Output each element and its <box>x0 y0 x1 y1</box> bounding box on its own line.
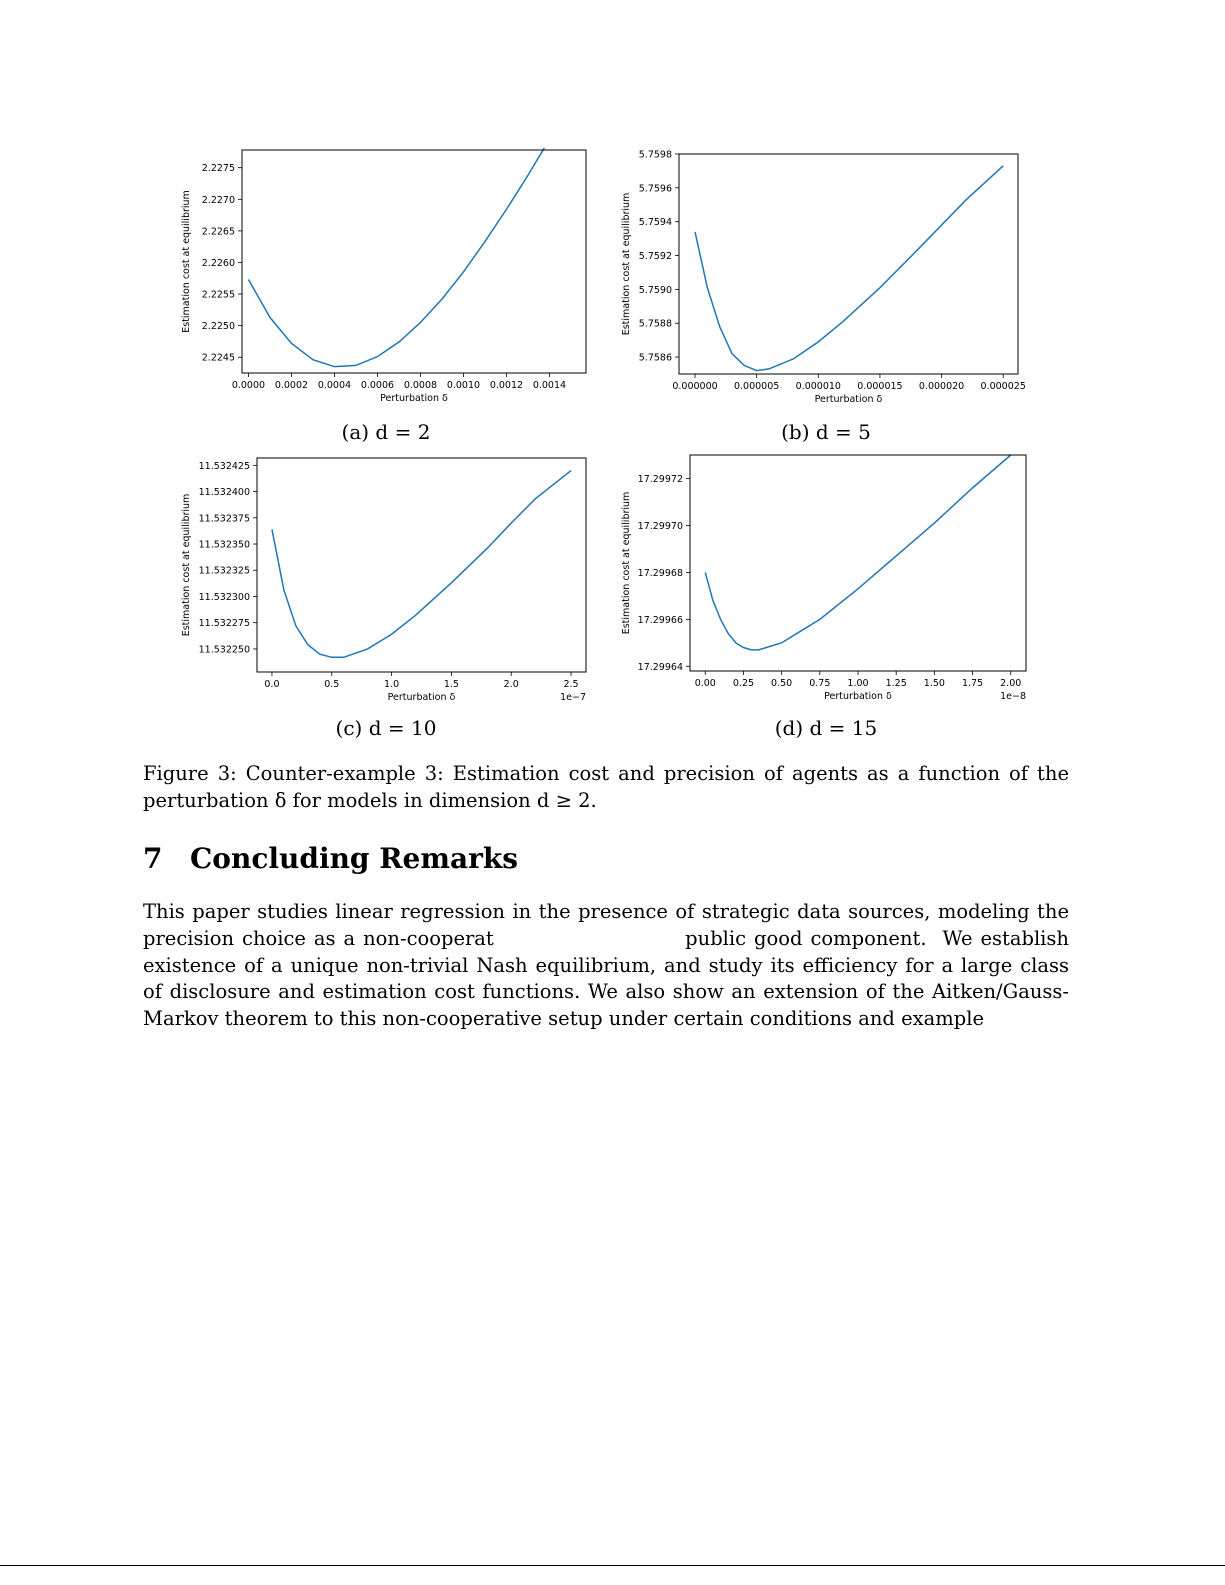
page-bottom-rule <box>0 1565 1225 1566</box>
x-axis-label: Perturbation δ <box>387 692 456 703</box>
y-tick-label: 5.7588 <box>638 318 672 330</box>
x-tick-label: 0.0010 <box>446 380 481 391</box>
y-axis-label: Estimation cost at equilibrium <box>621 192 632 336</box>
y-tick-label: 11.532350 <box>198 539 250 551</box>
y-tick-label: 5.7596 <box>638 183 672 195</box>
y-axis-label: Estimation cost at equilibrium <box>621 491 632 635</box>
series-line-b <box>695 166 1003 371</box>
x-tick-label: 0.000020 <box>918 381 965 392</box>
y-tick-label: 5.7590 <box>638 284 672 296</box>
x-tick-label: 0.0002 <box>274 380 309 391</box>
x-tick-label: 0.000010 <box>795 381 841 392</box>
y-tick-label: 5.7592 <box>638 251 672 263</box>
y-tick-label: 11.532300 <box>198 591 250 603</box>
y-tick-label: 2.2255 <box>201 289 235 301</box>
y-tick-label: 11.532425 <box>198 460 250 472</box>
plot-frame <box>257 458 586 672</box>
plot-c-svg <box>175 445 595 707</box>
x-tick-label: 0.000000 <box>672 381 718 392</box>
x-tick-label: 0.000015 <box>857 381 903 392</box>
x-tick-label: 0.50 <box>771 678 793 689</box>
subcaption-c: (c) d = 10 <box>335 716 437 740</box>
y-tick-label: 11.532275 <box>198 618 250 630</box>
plot-c <box>175 445 595 707</box>
y-tick-label: 5.7598 <box>638 149 672 161</box>
section-title: Concluding Remarks <box>190 842 519 875</box>
x-tick-label: 1.50 <box>923 678 945 689</box>
x-tick-label: 0.000005 <box>733 381 780 392</box>
x-tick-label: 0.0004 <box>317 380 352 391</box>
x-tick-label: 0.25 <box>732 678 755 689</box>
y-tick-label: 5.7594 <box>638 217 672 229</box>
x-tick-label: 1.0 <box>384 679 400 690</box>
x-tick-label: 0.000025 <box>980 381 1026 392</box>
subcaption-a: (a) d = 2 <box>341 420 431 444</box>
y-tick-label: 2.2265 <box>201 226 235 238</box>
plot-frame <box>679 154 1018 374</box>
x-tick-label: 0.00 <box>694 678 716 689</box>
y-axis-label: Estimation cost at equilibrium <box>181 493 192 637</box>
x-axis-label: Perturbation δ <box>824 691 892 702</box>
x-tick-label: 1.00 <box>847 678 869 689</box>
section-heading <box>143 842 518 875</box>
x-tick-label: 1.5 <box>443 679 459 690</box>
y-tick-label: 17.29970 <box>637 520 683 532</box>
y-tick-label: 2.2270 <box>201 194 235 206</box>
x-tick-label: 2.00 <box>1000 678 1022 689</box>
y-tick-label: 17.29972 <box>637 473 683 485</box>
x-axis-label: Perturbation δ <box>814 394 883 405</box>
y-tick-label: 2.2245 <box>201 352 235 364</box>
x-tick-label: 1.25 <box>885 678 907 689</box>
x-tick-label: 0.5 <box>324 679 340 690</box>
y-tick-label: 17.29966 <box>637 614 683 626</box>
y-tick-label: 11.532375 <box>198 513 250 525</box>
y-tick-label: 2.2250 <box>201 321 235 333</box>
y-tick-label: 11.532400 <box>198 487 250 499</box>
x-offset-label: 1e−7 <box>560 692 586 703</box>
y-tick-label: 17.29968 <box>637 567 683 579</box>
y-axis-label: Estimation cost at equilibrium <box>181 190 192 333</box>
plot-b-svg <box>615 140 1035 410</box>
y-tick-label: 2.2260 <box>201 257 235 269</box>
x-tick-label: 0.0008 <box>403 380 438 391</box>
figure-caption: Figure 3: Counter-example 3: Estimation cost and precision of agents as a function of the perturbation δ for models in dimension d ≥ 2. <box>143 762 1069 812</box>
y-tick-label: 17.29964 <box>637 661 683 673</box>
plot-b <box>615 140 1035 410</box>
plot-a <box>175 140 595 410</box>
section-number: 7 <box>143 842 163 875</box>
subcaption-d: (d) d = 15 <box>774 716 878 740</box>
x-tick-label: 0.75 <box>809 678 831 689</box>
y-tick-label: 5.7586 <box>638 352 672 364</box>
body-paragraph: This paper studies linear regression in the presence of strategic data sources, modeling the precision choice as a non-cooperat public good component. We establish existence of a unique non-trivial Nash equilibrium, and study its efficiency for a large class of disclosure and estimation cost functions. We also show an extension of the Aitken/Gauss-Markov theorem to this non-cooperative setup under certain conditions and example <box>143 900 1076 1031</box>
x-tick-label: 1.75 <box>961 678 984 689</box>
plot-d <box>615 445 1035 707</box>
x-tick-label: 0.0012 <box>489 380 524 391</box>
x-offset-label: 1e−8 <box>1000 691 1026 702</box>
x-tick-label: 0.0006 <box>360 380 395 391</box>
series-line-c <box>272 471 571 658</box>
plot-frame <box>242 150 586 373</box>
subcaption-b: (b) d = 5 <box>781 420 871 444</box>
y-tick-label: 11.532250 <box>198 644 250 656</box>
x-tick-label: 2.0 <box>503 679 519 690</box>
plot-d-svg <box>615 445 1035 707</box>
plot-frame <box>690 455 1026 671</box>
x-axis-label: Perturbation δ <box>380 393 448 404</box>
x-tick-label: 0.0 <box>264 679 280 690</box>
x-tick-label: 0.0000 <box>231 380 266 391</box>
x-tick-label: 2.5 <box>563 679 579 690</box>
plot-a-svg <box>175 140 595 410</box>
series-line-a <box>248 103 571 367</box>
x-tick-label: 0.0014 <box>532 380 567 391</box>
y-tick-label: 2.2275 <box>201 163 235 175</box>
series-line-d <box>705 455 1010 650</box>
y-tick-label: 11.532325 <box>198 565 250 577</box>
